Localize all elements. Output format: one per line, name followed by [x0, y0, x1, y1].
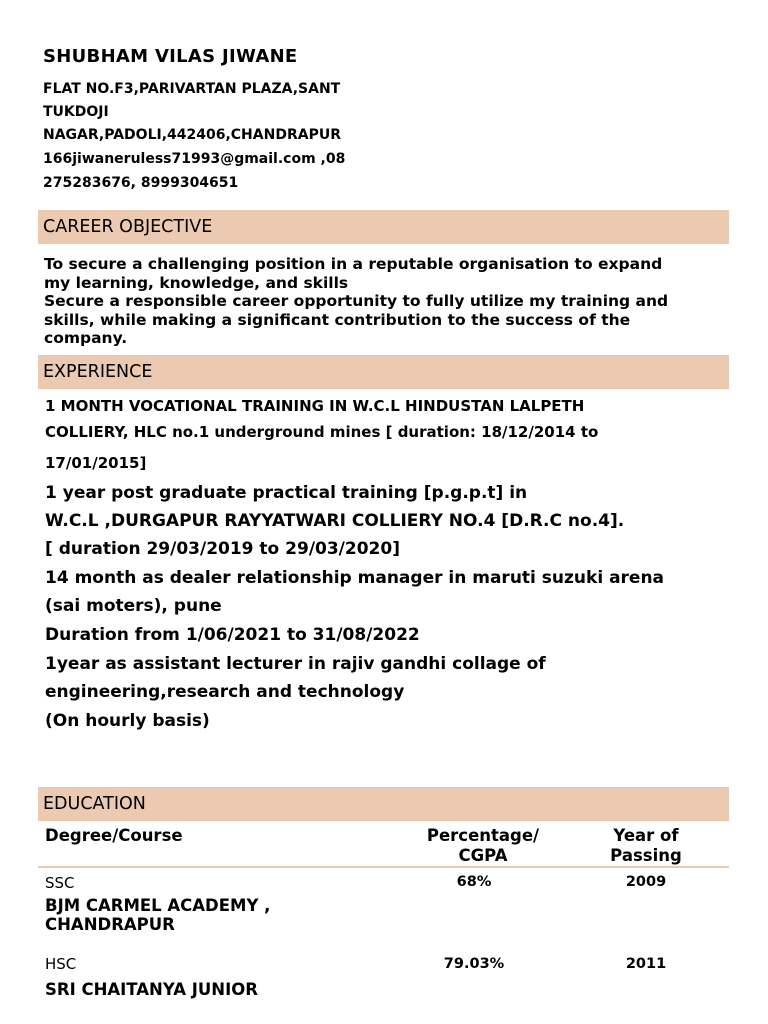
education-year: 2009	[625, 874, 667, 890]
education-year: 2011	[625, 956, 667, 972]
experience-line: engineering,research and technology	[45, 682, 405, 702]
experience-title: EXPERIENCE	[43, 362, 153, 382]
experience-line: 1 year post graduate practical training [p.g.p.t] in	[45, 483, 528, 503]
career-objective-header	[38, 210, 729, 244]
experience-line: 1 MONTH VOCATIONAL TRAINING IN W.C.L HINDUSTAN LALPETH	[45, 397, 585, 415]
education-school-line: CHANDRAPUR	[45, 915, 175, 934]
career-objective-title: CAREER OBJECTIVE	[43, 217, 213, 237]
education-col-year	[586, 826, 706, 866]
objective-line: To secure a challenging position in a reputable organisation to expand	[44, 255, 663, 273]
experience-line: Duration from 1/06/2021 to 31/08/2022	[45, 625, 420, 645]
experience-header	[38, 355, 729, 389]
year-header-line-2: Passing	[610, 846, 682, 865]
objective-line: skills, while making a significant contribution to the success of the	[44, 310, 631, 329]
education-header-rule	[38, 866, 729, 868]
experience-line: COLLIERY, HLC no.1 underground mines [ duration: 18/12/2014 to	[45, 423, 599, 441]
education-school-line: BJM CARMEL ACADEMY ,	[45, 896, 271, 915]
education-degree: SSC	[45, 874, 75, 892]
applicant-name: SHUBHAM VILAS JIWANE	[43, 46, 298, 67]
experience-line: 17/01/2015]	[45, 454, 147, 472]
education-header	[38, 787, 729, 821]
education-percentage: 68%	[456, 874, 492, 890]
contact-address-line-3: NAGAR,PADOLI,442406,CHANDRAPUR	[43, 127, 341, 143]
contact-address-line-1: FLAT NO.F3,PARIVARTAN PLAZA,SANT	[43, 81, 341, 97]
percentage-header-line-2: CGPA	[458, 846, 508, 865]
objective-line: Secure a responsible career opportunity to fully utilize my training and	[44, 292, 669, 310]
contact-address-line-2: TUKDOJI	[43, 104, 109, 120]
experience-line: 14 month as dealer relationship manager in maruti suzuki arena	[45, 568, 665, 588]
experience-line: (On hourly basis)	[45, 711, 210, 731]
education-title: EDUCATION	[43, 794, 146, 814]
experience-line: (sai moters), pune	[45, 596, 222, 616]
objective-line: company.	[44, 329, 128, 347]
contact-email-line: 166jiwaneruless71993@gmail.com ,08	[43, 151, 346, 167]
education-school-line: SRI CHAITANYA JUNIOR	[45, 980, 258, 999]
education-degree: HSC	[45, 955, 77, 973]
education-percentage: 79.03%	[443, 956, 505, 972]
contact-phone-line: 275283676, 8999304651	[43, 175, 239, 191]
education-col-percentage	[413, 826, 553, 866]
education-col-course: Degree/Course	[45, 826, 183, 845]
experience-line: [ duration 29/03/2019 to 29/03/2020]	[45, 539, 400, 559]
objective-line: my learning, knowledge, and skills	[44, 273, 349, 292]
experience-line: W.C.L ,DURGAPUR RAYYATWARI COLLIERY NO.4 [D.R.C no.4].	[45, 511, 625, 531]
experience-line: 1year as assistant lecturer in rajiv gandhi collage of	[45, 654, 546, 674]
year-header-line-1: Year of	[613, 826, 679, 845]
percentage-header-line-1: Percentage/	[426, 826, 540, 845]
